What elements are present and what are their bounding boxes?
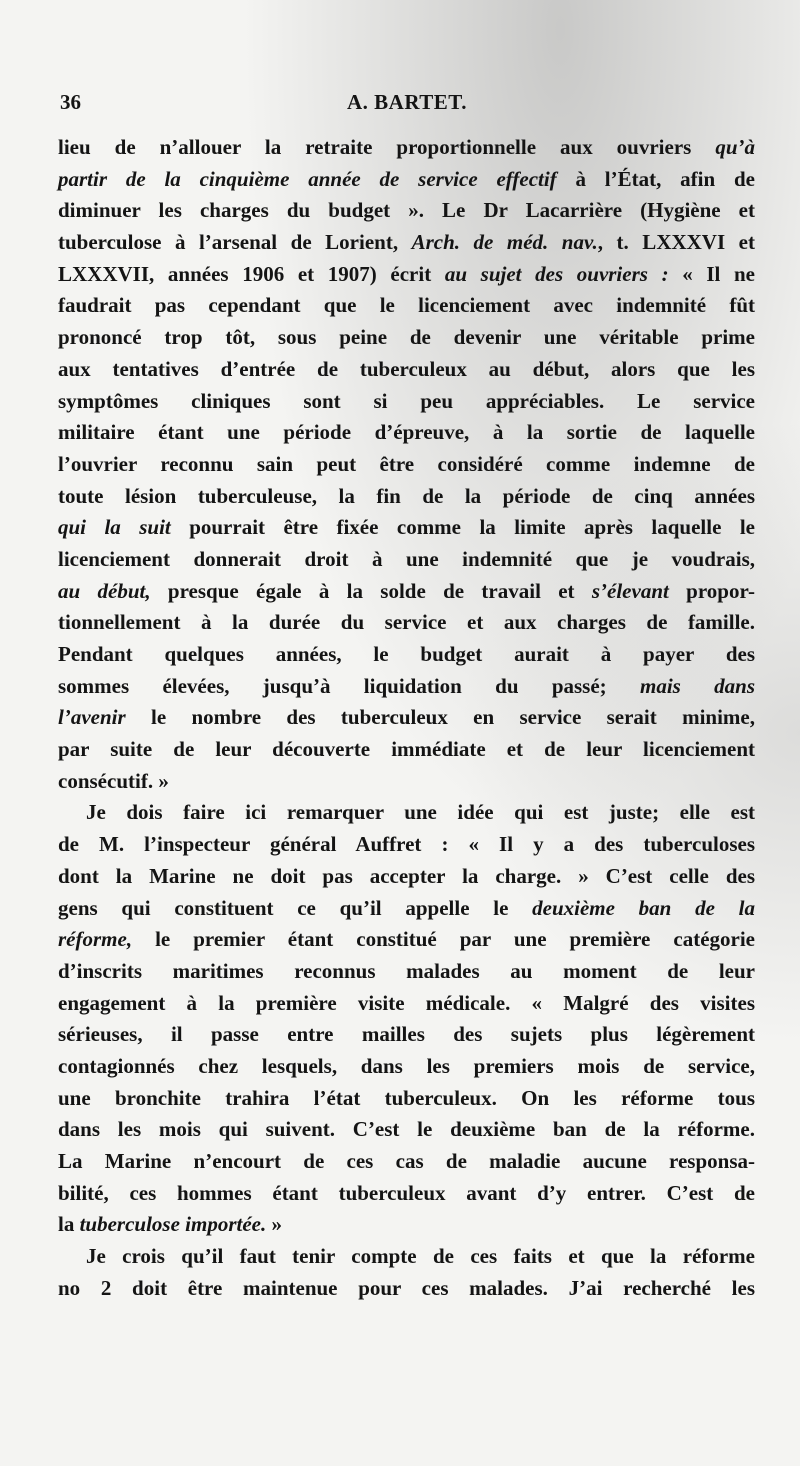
text-line [58,417,755,449]
text-segment: sommes élevées, jusqu’à liquidation du passé; [58,673,640,698]
page-number: 36 [60,90,81,114]
text-line [58,1178,755,1210]
text-line [58,1273,755,1305]
italic-text: qu’à [715,135,755,159]
text-segment: lieu de n’allouer la retraite proportionnelle aux ouvriers [58,135,716,159]
text-segment: pourrait être fixée comme la limite après laquelle le [170,515,755,540]
text-line [58,924,755,956]
text-line [58,1146,755,1178]
text-segment: aux tentatives d’entrée de tuberculeux au début, alors que les [58,356,755,381]
text-segment: bilité, ces hommes étant tuberculeux avant d’y entrer. C’est de [58,1180,755,1205]
text-segment: Je crois qu’il faut tenir compte de ces faits et que la réforme [86,1244,755,1269]
text-segment: l’ouvrier reconnu sain peut être considéré comme indemne de [58,451,755,476]
text-line [58,797,755,829]
text-line [58,227,755,259]
text-line [58,512,755,544]
text-segment: gens qui constituent ce qu’il appelle le [58,895,533,920]
text-segment: militaire étant une période d’épreuve, à la sortie de laquelle [58,420,755,445]
text-line [58,164,755,196]
body-text [58,132,755,1304]
text-segment: no 2 doit être maintenue pour ces malades. J’ai recherché les [58,1275,755,1300]
italic-text: l’avenir [58,705,126,730]
text-line [58,132,755,164]
italic-text: mais dans [639,673,755,698]
text-line [58,322,755,354]
text-line [58,544,755,576]
text-segment: sérieuses, il passe entre mailles des sujets plus légèrement [58,1022,755,1047]
text-line [58,893,755,925]
text-segment: à l’État, afin de [556,166,756,191]
text-segment: prononcé trop tôt, sous peine de devenir une véritable prime [58,325,755,350]
italic-text: partir de la cinquième année de service effectif [58,166,557,191]
text-line [58,1051,755,1083]
text-segment: contagionnés chez lesquels, dans les premiers mois de service, [58,1053,755,1078]
text-line [58,259,755,291]
text-segment: , t. LXXXVI et [597,230,755,255]
text-segment: faudrait pas cependant que le licenciement avec indemnité fût [58,293,755,318]
text-segment: La Marine n’encourt de ces cas de maladie aucune responsa- [58,1149,755,1173]
text-line [58,1083,755,1115]
text-line [58,956,755,988]
text-line [58,1209,755,1241]
text-segment: dans les mois qui suivent. C’est le deuxième ban de la réforme. [58,1117,755,1142]
text-line [58,1019,755,1051]
text-segment: « Il ne [668,261,755,286]
running-head [60,90,754,120]
text-segment: Je dois faire ici remarquer une idée qui est juste; elle est [86,800,755,825]
italic-text: s’élevant [591,578,669,603]
text-line [58,576,755,608]
italic-text: qui la suit [58,515,171,540]
text-line [58,195,755,227]
text-segment: » [266,1212,282,1237]
italic-text: réforme, [58,927,133,952]
italic-text: tuberculose importée. [79,1212,267,1237]
italic-text: au sujet des ouvriers : [444,261,669,286]
text-line [58,386,755,418]
text-line [58,1114,755,1146]
text-line [58,290,755,322]
text-line [58,481,755,513]
text-segment: dont la Marine ne doit pas accepter la charge. » C’est celle des [58,863,755,888]
text-segment: tuberculose à l’arsenal de Lorient, [58,230,412,255]
text-segment: toute lésion tuberculeuse, la fin de la période de cinq années [58,483,755,508]
italic-text: deuxième ban de la [532,895,755,920]
text-segment: symptômes cliniques sont si peu appréciables. Le service [58,388,755,413]
text-line [58,1241,755,1273]
italic-text: au début, [58,578,151,603]
text-segment: d’inscrits maritimes reconnus malades au moment de leur [58,958,755,983]
text-segment: licenciement donnerait droit à une indemnité que je voudrais, [58,546,755,571]
text-line [58,734,755,766]
text-line [58,671,755,703]
text-segment: une bronchite trahira l’état tuberculeux. On les réforme tous [58,1085,755,1110]
running-title: A. BARTET. [347,90,467,114]
text-segment: par suite de leur découverte immédiate et de leur licenciement [58,737,755,762]
text-segment: engagement à la première visite médicale. « Malgré des visites [58,990,755,1015]
text-segment: de M. l’inspecteur général Auffret : « Il y a des tuberculoses [58,832,755,857]
text-segment: tionnellement à la durée du service et aux charges de famille. [58,610,755,635]
text-line [58,988,755,1020]
text-line [58,354,755,386]
text-line [58,829,755,861]
text-segment: LXXXVII, années 1906 et 1907) écrit [58,261,445,286]
text-segment: Pendant quelques années, le budget aurait à payer des [58,642,755,666]
text-segment: le premier étant constitué par une première catégorie [132,927,755,952]
text-segment: presque égale à la solde de travail et [150,578,592,603]
text-segment: la [58,1212,80,1237]
text-segment: propor- [668,578,755,603]
text-segment: diminuer les charges du budget ». Le Dr Lacarrière (Hygiène et [58,198,755,223]
text-line [58,639,755,671]
text-segment: consécutif. » [58,768,169,793]
text-line [58,861,755,893]
text-segment: le nombre des tuberculeux en service serait minime, [125,705,755,730]
text-line [58,607,755,639]
text-line [58,702,755,734]
text-line [58,449,755,481]
italic-text: Arch. de méd. nav. [411,230,598,255]
text-line [58,766,755,798]
